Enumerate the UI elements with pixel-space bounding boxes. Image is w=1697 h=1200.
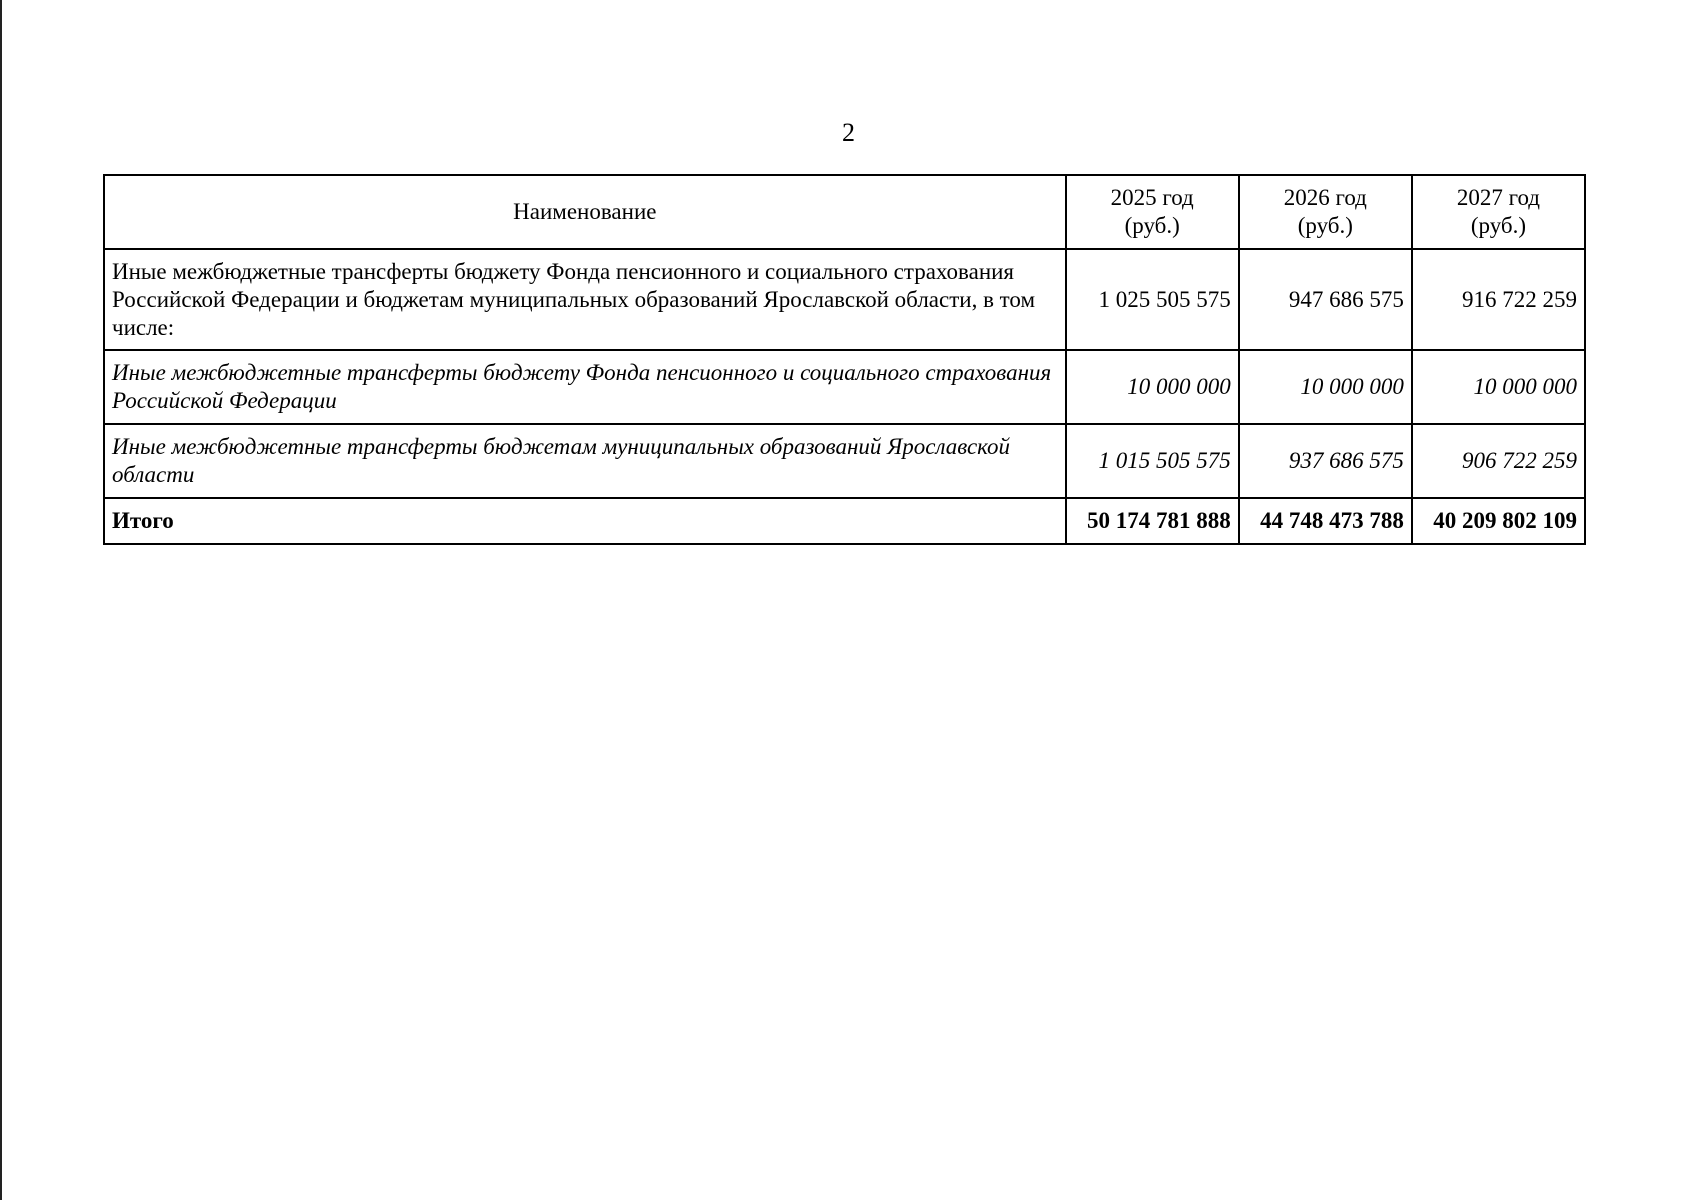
table-row bbox=[104, 350, 1585, 424]
header-2026-unit: (руб.) bbox=[1297, 213, 1353, 238]
total-2027: 40 209 802 109 bbox=[1412, 498, 1585, 544]
page-left-edge bbox=[0, 0, 2, 1200]
header-name: Наименование bbox=[104, 175, 1066, 249]
table-row bbox=[104, 424, 1585, 498]
header-2027 bbox=[1412, 175, 1585, 249]
header-row bbox=[104, 175, 1585, 249]
total-row bbox=[104, 498, 1585, 544]
row-name: Иные межбюджетные трансферты бюджету Фонда пенсионного и социального страхования Российской Федерации bbox=[104, 350, 1066, 424]
value-2025: 1 015 505 575 bbox=[1066, 424, 1239, 498]
total-label: Итого bbox=[104, 498, 1066, 544]
value-2027: 916 722 259 bbox=[1412, 249, 1585, 350]
total-2025: 50 174 781 888 bbox=[1066, 498, 1239, 544]
row-name: Иные межбюджетные трансферты бюджету Фонда пенсионного и социального страхования Российской Федерации и бюджетам муниципальных образований Ярославской области, в том числе: bbox=[104, 249, 1066, 350]
total-2026: 44 748 473 788 bbox=[1239, 498, 1412, 544]
header-2025 bbox=[1066, 175, 1239, 249]
header-2025-unit: (руб.) bbox=[1124, 213, 1180, 238]
value-2026: 947 686 575 bbox=[1239, 249, 1412, 350]
header-2026-year: 2026 год bbox=[1283, 185, 1367, 210]
header-2027-unit: (руб.) bbox=[1470, 213, 1527, 238]
table-row bbox=[104, 249, 1585, 350]
header-2025-year: 2025 год bbox=[1110, 185, 1194, 210]
budget-table bbox=[103, 174, 1586, 545]
value-2026: 937 686 575 bbox=[1239, 424, 1412, 498]
row-name: Иные межбюджетные трансферты бюджетам муниципальных образований Ярославской области bbox=[104, 424, 1066, 498]
header-2026 bbox=[1239, 175, 1412, 249]
value-2026: 10 000 000 bbox=[1239, 350, 1412, 424]
header-2027-year: 2027 год bbox=[1456, 185, 1540, 210]
page-number: 2 bbox=[842, 118, 855, 147]
value-2025: 1 025 505 575 bbox=[1066, 249, 1239, 350]
value-2027: 906 722 259 bbox=[1412, 424, 1585, 498]
value-2025: 10 000 000 bbox=[1066, 350, 1239, 424]
value-2027: 10 000 000 bbox=[1412, 350, 1585, 424]
